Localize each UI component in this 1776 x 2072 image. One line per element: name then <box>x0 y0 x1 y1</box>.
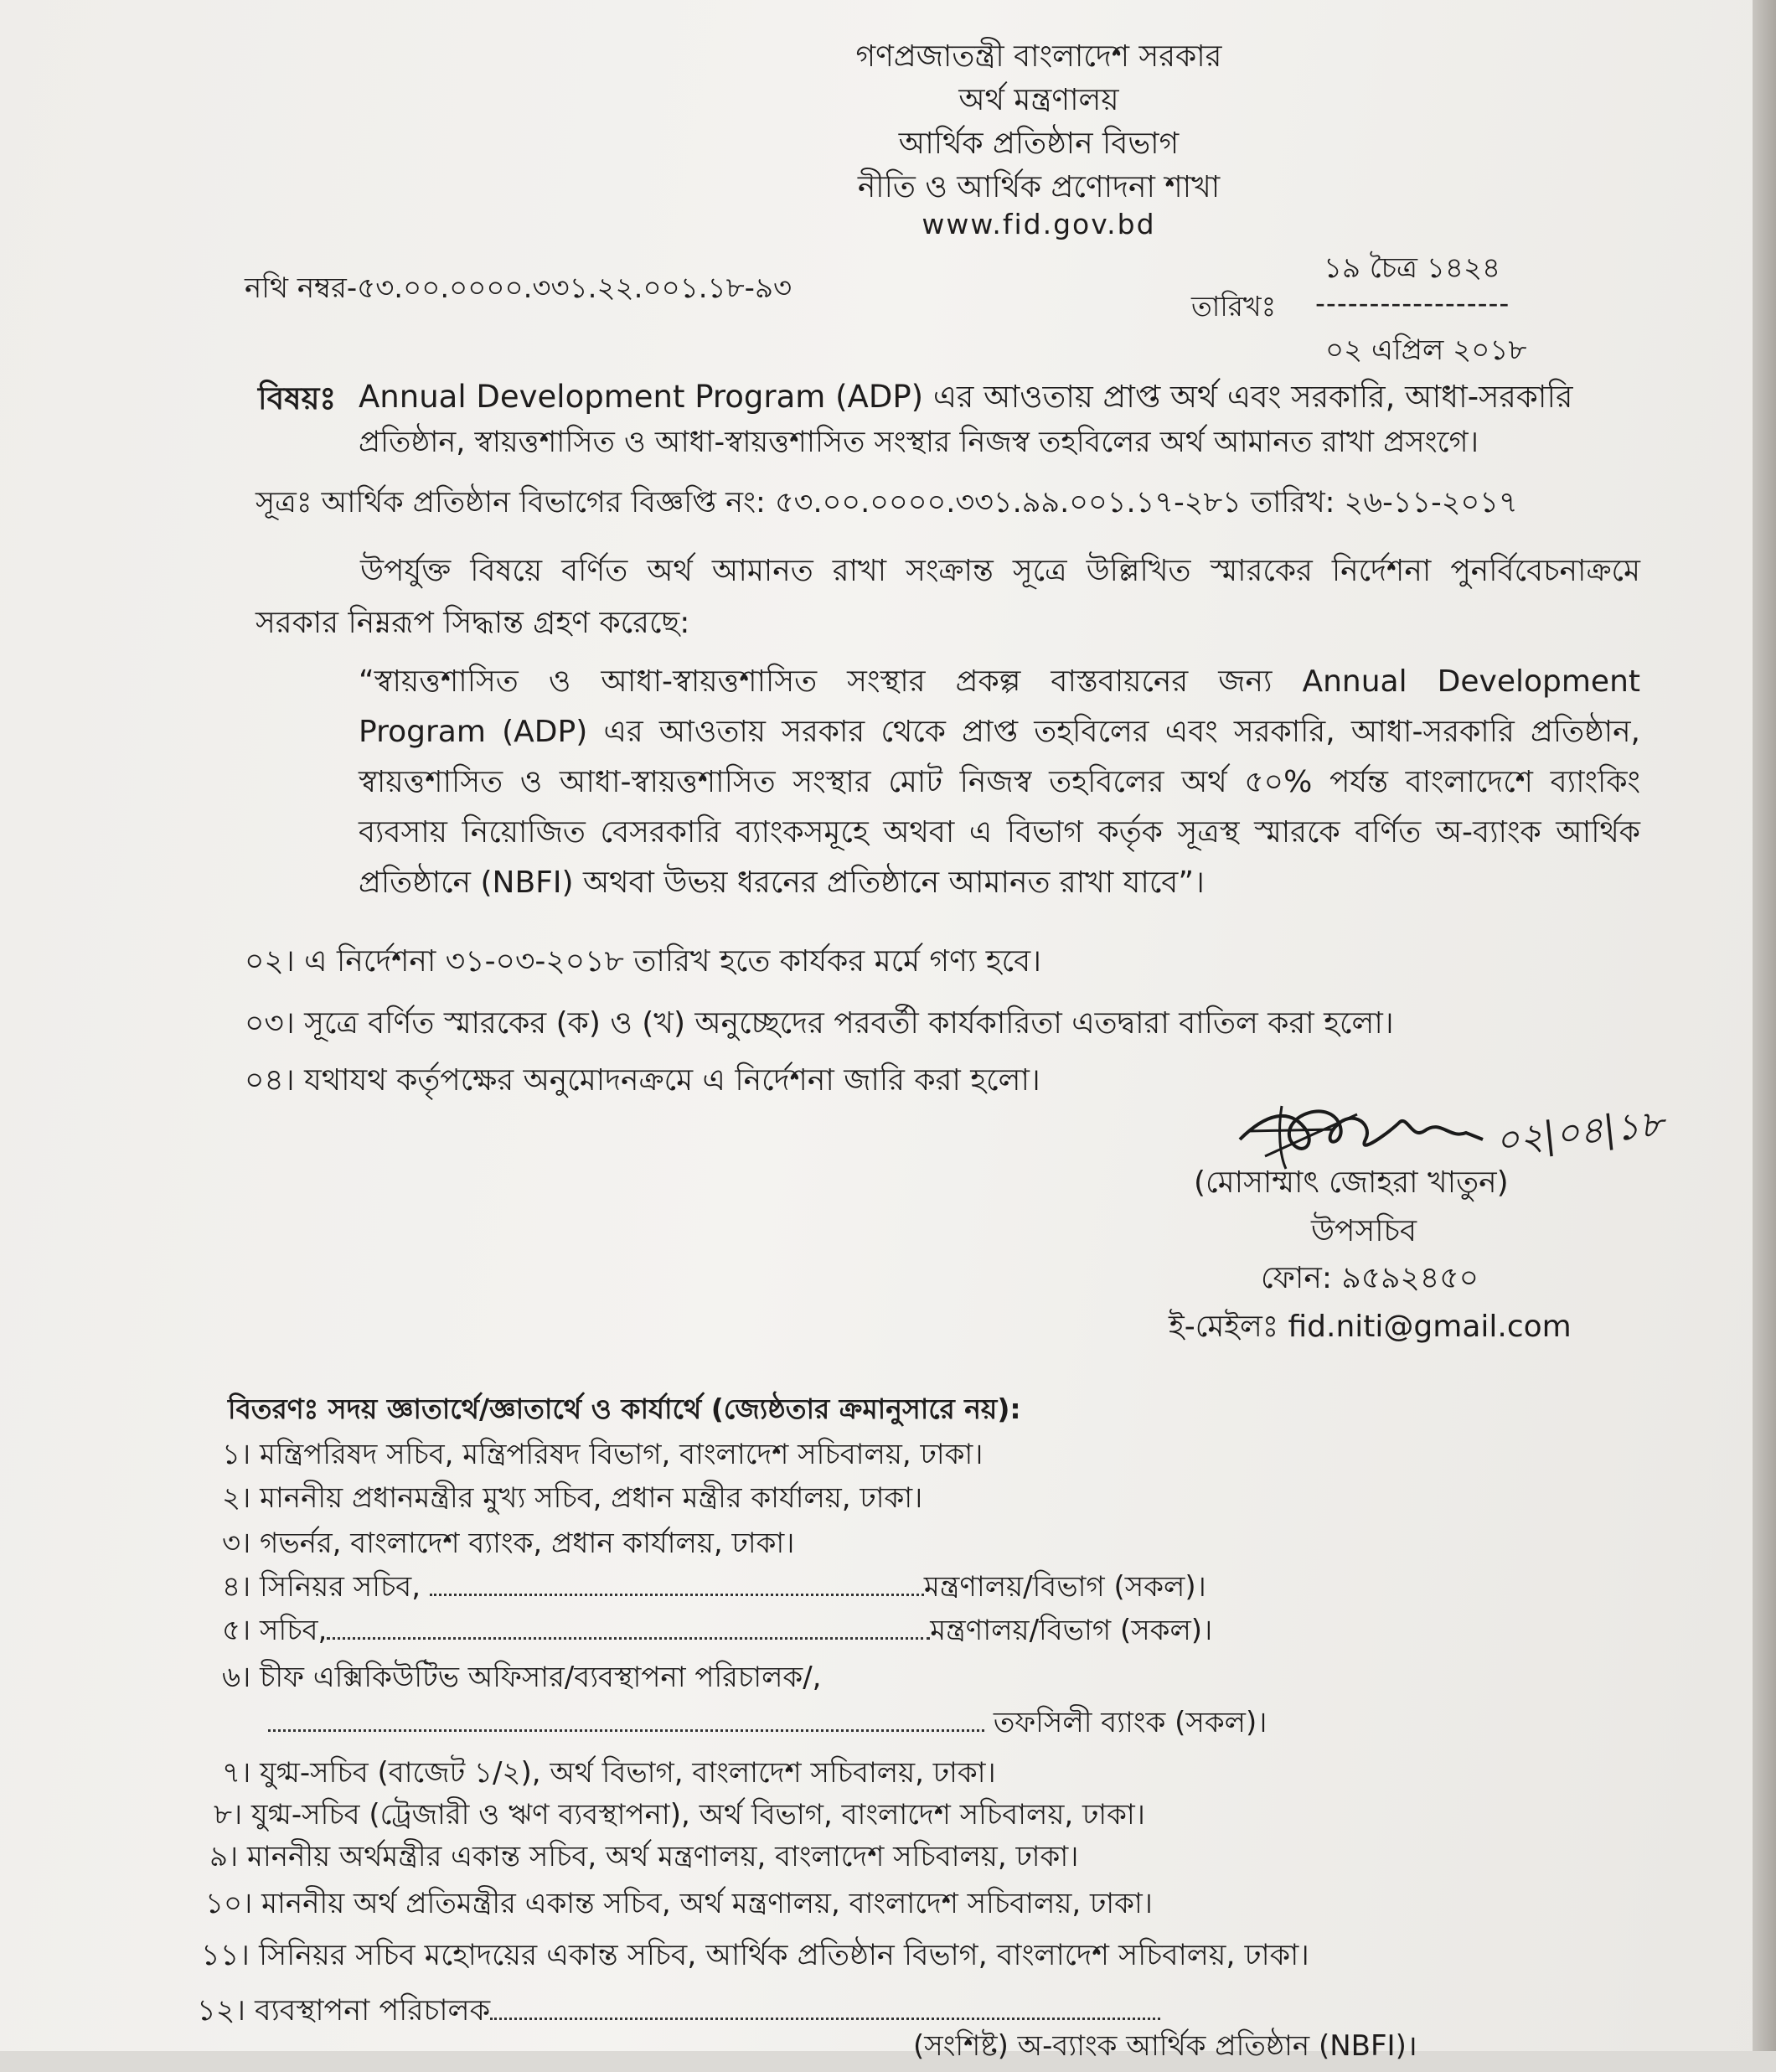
fill-in-dots <box>430 1594 924 1596</box>
date-separator: ------------------ <box>1315 287 1510 319</box>
paragraph-02: ০২। এ নির্দেশনা ৩১-০৩-২০১৮ তারিখ হতে কার্যকর মর্মে গণ্য হবে। <box>245 944 1042 979</box>
distribution-item: ৩। গভর্নর, বাংলাদেশ ব্যাংক, প্রধান কার্যালয়, ঢাকা। <box>222 1527 795 1560</box>
signatory-designation: উপসচিব <box>1311 1214 1417 1248</box>
distribution-heading: বিতরণঃ সদয় জ্ঞাতার্থে/জ্ঞাতার্থে ও কার্যার্থে (জ্যেষ্ঠতার ক্রমানুসারে নয়): <box>228 1393 1021 1425</box>
intro-line-2: সরকার নিম্নরূপ সিদ্ধান্ত গ্রহণ করেছে: <box>256 606 690 640</box>
distribution-item-suffix: মন্ত্রণালয়/বিভাগ (সকল)। <box>930 1614 1213 1647</box>
quote-line-4: ব্যবসায় নিয়োজিত বেসরকারি ব্যাংকসমূহে অথবা এ বিভাগ কর্তৃক সূত্রস্থ স্মারকে বর্ণিত অ-ব্যাংক আর্থিক <box>359 815 1640 850</box>
paragraph-03: ০৩। সূত্রে বর্ণিত স্মারকের (ক) ও (খ) অনুচ্ছেদের পরবর্তী কার্যকারিতা এতদ্বারা বাতিল করা হলো। <box>245 1006 1394 1041</box>
file-number: নথি নম্বর-৫৩.০০.০০০০.৩৩১.২২.০০১.১৮-৯৩ <box>245 271 792 305</box>
distribution-item <box>222 1565 1206 1613</box>
fill-in-dots <box>327 1637 930 1640</box>
handwritten-date: ০২|০৪|১৮ <box>1493 1102 1665 1163</box>
paragraph-04: ০৪। যথাযথ কর্তৃপক্ষের অনুমোদনক্রমে এ নির্দেশনা জারি করা হলো। <box>245 1063 1040 1098</box>
distribution-item: ২। মাননীয় প্রধানমন্ত্রীর মুখ্য সচিব, প্রধান মন্ত্রীর কার্যালয়, ঢাকা। <box>222 1481 923 1515</box>
distribution-item: ১১। সিনিয়র সচিব মহোদয়ের একান্ত সচিব, আর্থিক প্রতিষ্ঠান বিভাগ, বাংলাদেশ সচিবালয়, ঢাকা। <box>201 1939 1309 1972</box>
header-government: গণপ্রজাতন্ত্রী বাংলাদেশ সরকার <box>855 39 1222 74</box>
signatory-email: ই-মেইলঃ fid.niti@gmail.com <box>1169 1310 1572 1344</box>
date-bangla: ১৯ চৈত্র ১৪২৪ <box>1324 251 1501 285</box>
distribution-item: ৯। মাননীয় অর্থমন্ত্রীর একান্ত সচিব, অর্থ মন্ত্রণালয়, বাংলাদেশ সচিবালয়, ঢাকা। <box>209 1840 1079 1873</box>
subject-line-1: Annual Development Program (ADP) এর আওতায় প্রাপ্ত অর্থ এবং সরকারি, আধা-সরকারি <box>359 379 1573 415</box>
signatory-phone: ফোন: ৯৫৯২৪৫০ <box>1261 1261 1479 1295</box>
fill-in-dots <box>490 2018 1160 2020</box>
distribution-item: ৬। চীফ এক্সিকিউটিভ অফিসার/ব্যবস্থাপনা পরিচালক/, <box>222 1661 822 1694</box>
date-gregorian: ০২ এপ্রিল ২০১৮ <box>1325 333 1527 367</box>
distribution-item <box>222 1609 1212 1656</box>
distribution-item-suffix: মন্ত্রণালয়/বিভাগ (সকল)। <box>923 1570 1206 1604</box>
distribution-item-text: ১২। ব্যবস্থাপনা পরিচালক <box>197 1994 491 2028</box>
header-division: আর্থিক প্রতিষ্ঠান বিভাগ <box>898 127 1180 161</box>
subject-label <box>258 374 336 426</box>
distribution-item: ১। মন্ত্রিপরিষদ সচিব, মন্ত্রিপরিষদ বিভাগ, বাংলাদেশ সচিবালয়, ঢাকা। <box>222 1438 984 1471</box>
distribution-item: ৭। যুগ্ম-সচিব (বাজেট ১/২), অর্থ বিভাগ, বাংলাদেশ সচিবালয়, ঢাকা। <box>222 1756 996 1790</box>
header-website: www.fid.gov.bd <box>922 208 1156 240</box>
signatory-name: (মোসাম্মাৎ জোহরা খাতুন) <box>1194 1165 1509 1200</box>
distribution-item-suffix: (সংশিষ্ট) অ-ব্যাংক আর্থিক প্রতিষ্ঠান (NBFI)। <box>913 2029 1417 2063</box>
reference-line: সূত্রঃ আর্থিক প্রতিষ্ঠান বিভাগের বিজ্ঞপ্তি নং: ৫৩.০০.০০০০.৩৩১.৯৯.০০১.১৭-২৮১ তারিখ: ২৬-১১-২০১৭ <box>256 486 1518 519</box>
distribution-item-text: ৫। সচিব, <box>222 1614 328 1647</box>
distribution-item-suffix: তফসিলী ব্যাংক (সকল)। <box>993 1706 1267 1739</box>
quote-line-2: Program (ADP) এর আওতায় সরকার থেকে প্রাপ্ত তহবিলের এবং সরকারি, আধা-সরকারি প্রতিষ্ঠান, <box>359 715 1640 749</box>
fill-in-dots <box>268 1729 984 1732</box>
date-label: তারিখঃ <box>1191 290 1277 323</box>
quote-line-3: স্বায়ত্তশাসিত ও আধা-স্বায়ত্তশাসিত সংস্থার মোট নিজস্ব তহবিলের অর্থ ৫০% পর্যন্ত বাংলাদেশে ব্যাংকিং <box>359 765 1640 799</box>
intro-line-1: উপর্যুক্ত বিষয়ে বর্ণিত অর্থ আমানত রাখা সংক্রান্ত সূত্রে উল্লিখিত স্মারকের নির্দেশনা পুনর্বিবেচনাক্রমে <box>360 554 1640 588</box>
subject-line-2: প্রতিষ্ঠান, স্বায়ত্তশাসিত ও আধা-স্বায়ত্তশাসিত সংস্থার নিজস্ব তহবিলের অর্থ আমানত রাখা প্রসংগে। <box>359 426 1479 459</box>
quote-line-5: প্রতিষ্ঠানে (NBFI) অথবা উভয় ধরনের প্রতিষ্ঠানে আমানত রাখা যাবে”। <box>359 865 1205 900</box>
header-branch: নীতি ও আর্থিক প্রণোদনা শাখা <box>857 170 1221 204</box>
quote-line-1: “স্বায়ত্তশাসিত ও আধা-স্বায়ত্তশাসিত সংস্থার প্রকল্প বাস্তবায়নের জন্য Annual Development <box>359 664 1640 699</box>
distribution-item-text: ৪। সিনিয়র সচিব, <box>222 1570 430 1604</box>
distribution-item: ৮। যুগ্ম-সচিব (ট্রেজারী ও ঋণ ব্যবস্থাপনা), অর্থ বিভাগ, বাংলাদেশ সচিবালয়, ঢাকা। <box>214 1798 1145 1832</box>
subject-label-text: বিষয়ঃ <box>258 380 337 416</box>
distribution-item: ১০। মাননীয় অর্থ প্রতিমন্ত্রীর একান্ত সচিব, অর্থ মন্ত্রণালয়, বাংলাদেশ সচিবালয়, ঢাকা। <box>205 1887 1153 1920</box>
distribution-item-continuation <box>268 1701 1267 1749</box>
header-ministry: অর্থ মন্ত্রণালয় <box>958 83 1119 117</box>
